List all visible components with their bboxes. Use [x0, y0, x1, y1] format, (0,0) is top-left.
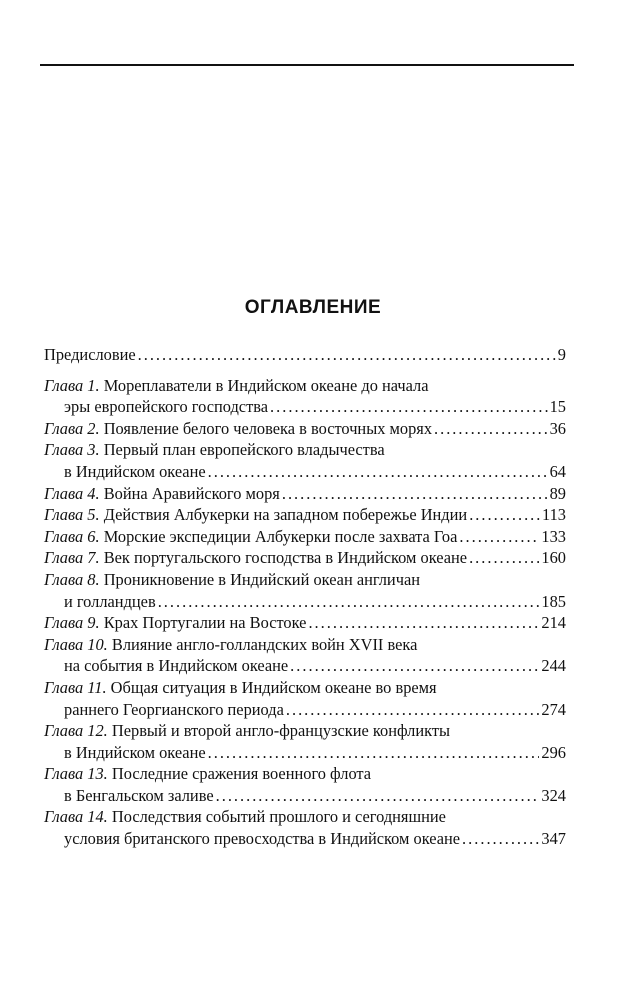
chapter-title-text: Война Аравийского моря [103, 483, 280, 503]
chapter-title-text: раннего Георгианского периода [64, 699, 284, 719]
dot-leader [286, 699, 540, 721]
chapter-label: Глава 5. [44, 505, 100, 525]
toc-entry-chapter-2 [44, 418, 566, 440]
toc-entry-text [44, 440, 385, 459]
toc-entry-line [44, 634, 566, 656]
toc-entry-last-line [44, 742, 566, 764]
page-number: 15 [549, 397, 566, 417]
chapter-label: Глава 12. [44, 721, 108, 741]
page-number: 324 [541, 785, 566, 805]
page-number: 185 [541, 591, 566, 611]
chapter-title-text: Предисловие [44, 345, 136, 364]
toc-entry-preface [44, 344, 566, 366]
chapter-label: Глава 1. [44, 375, 100, 395]
toc-entry-text [44, 418, 432, 440]
chapter-label: Глава 8. [44, 569, 100, 589]
toc-entry-chapter-5 [44, 504, 566, 526]
toc-entry-line [44, 720, 566, 742]
dot-leader [282, 483, 548, 505]
chapter-title-text: в Бенгальском заливе [64, 785, 214, 805]
toc-entry-text [44, 570, 420, 589]
toc-entry-last-line [44, 785, 566, 807]
toc-entry-line [44, 569, 566, 591]
toc-entry-chapter-14 [44, 806, 566, 849]
toc-entry-last-line [44, 483, 566, 505]
toc-entry-last-line [44, 418, 566, 440]
toc-entry-text [64, 396, 268, 418]
toc-entry-last-line [44, 526, 566, 548]
chapter-label: Глава 13. [44, 764, 108, 784]
toc-entry-text [44, 547, 467, 569]
chapter-title-text: и голландцев [64, 591, 156, 611]
chapter-title-text: Крах Португалии на Востоке [103, 613, 307, 633]
toc-entry-line [44, 439, 566, 461]
toc-entry-text [44, 612, 306, 634]
chapter-title-text: Общая ситуация в Индийском океане во время [110, 677, 437, 697]
chapter-title-text: условия британского превосходства в Индийском океане [64, 829, 461, 849]
chapter-title-text: Морские экспедиции Албукерки после захвата Гоа [103, 526, 458, 546]
chapter-title-text: Мореплаватели в Индийском океане до начала [103, 375, 429, 395]
chapter-label: Глава 3. [44, 440, 100, 460]
top-rule [40, 64, 574, 66]
toc-entry-last-line [44, 699, 566, 721]
dot-leader [208, 461, 548, 483]
toc-entry-line [44, 763, 566, 785]
chapter-title-text: Первый и второй англо-французские конфликты [111, 721, 451, 741]
page-number: 64 [549, 461, 566, 481]
toc-entry-chapter-4 [44, 483, 566, 505]
toc-entry-line [44, 806, 566, 828]
chapter-label: Глава 6. [44, 526, 100, 546]
toc-entry-last-line [44, 828, 566, 850]
toc-entry-last-line [44, 344, 566, 366]
chapter-label: Глава 10. [44, 634, 108, 654]
page-number: 160 [541, 548, 566, 568]
toc-entry-last-line [44, 547, 566, 569]
chapter-title-text: Появление белого человека в восточных морях [103, 418, 433, 438]
toc-entry-text [44, 504, 467, 526]
toc-entry-last-line [44, 591, 566, 613]
toc-entry-text [44, 764, 371, 783]
dot-leader [158, 591, 540, 613]
chapter-title-text: на события в Индийском океане [64, 656, 289, 676]
page-number: 274 [541, 699, 566, 719]
chapter-label: Глава 4. [44, 483, 100, 503]
page-number: 347 [541, 829, 566, 849]
toc-entry-text [44, 526, 457, 548]
chapter-title-text: Первый план европейского владычества [103, 440, 385, 460]
toc-entry-text [64, 828, 460, 850]
dot-leader [434, 418, 548, 440]
chapter-label: Глава 11. [44, 677, 107, 697]
page-number: 89 [549, 483, 566, 503]
page-number: 214 [541, 613, 566, 633]
dot-leader [469, 504, 540, 526]
page-number: 244 [541, 656, 566, 676]
toc-entry-chapter-10 [44, 634, 566, 677]
toc-entry-chapter-7 [44, 547, 566, 569]
dot-leader [138, 344, 556, 366]
chapter-label: Глава 9. [44, 613, 100, 633]
table-of-contents [44, 344, 566, 850]
chapter-title-text: Последствия событий прошлого и сегодняшние [111, 807, 446, 827]
chapter-title-text: Влияние англо-голландских войн XVII века [111, 634, 418, 654]
chapter-title-text: Проникновение в Индийский океан англичан [103, 569, 420, 589]
toc-entry-text [64, 591, 156, 613]
dot-leader [270, 396, 548, 418]
chapter-title-text: Действия Албукерки на западном побережье Индии [103, 505, 468, 525]
page-number: 36 [549, 418, 566, 438]
page-number: 296 [541, 742, 566, 762]
toc-entry-text [64, 742, 206, 764]
chapter-title-text: Век португальского господства в Индийском океане [103, 548, 468, 568]
toc-entry-line [44, 375, 566, 397]
toc-entry-text [44, 721, 450, 740]
toc-entry-last-line [44, 504, 566, 526]
toc-entry-text [44, 376, 429, 395]
toc-entry-chapter-8 [44, 569, 566, 612]
toc-entry-text [64, 461, 206, 483]
toc-entry-last-line [44, 396, 566, 418]
toc-entry-last-line [44, 612, 566, 634]
dot-leader [462, 828, 539, 850]
toc-entry-chapter-3 [44, 439, 566, 482]
chapter-title-text: в Индийском океане [64, 742, 206, 762]
chapter-label: Глава 7. [44, 548, 100, 568]
chapter-label: Глава 14. [44, 807, 108, 827]
page-number: 113 [542, 505, 566, 525]
dot-leader [469, 547, 539, 569]
dot-leader [216, 785, 540, 807]
toc-entry-chapter-12 [44, 720, 566, 763]
toc-entry-text [44, 635, 417, 654]
toc-entry-chapter-9 [44, 612, 566, 634]
page-number: 133 [541, 526, 566, 546]
toc-entry-chapter-13 [44, 763, 566, 806]
toc-entry-text [64, 785, 214, 807]
toc-entry-chapter-11 [44, 677, 566, 720]
dot-leader [308, 612, 539, 634]
toc-entry-last-line [44, 655, 566, 677]
toc-entry-last-line [44, 461, 566, 483]
toc-entry-text [44, 807, 446, 826]
page-number: 9 [557, 345, 566, 364]
toc-entry-text [44, 483, 280, 505]
toc-entry-line [44, 677, 566, 699]
toc-entry-text [44, 678, 437, 697]
dot-leader [459, 526, 539, 548]
chapter-title-text: в Индийском океане [64, 461, 206, 481]
chapter-label: Глава 2. [44, 418, 100, 438]
dot-leader [208, 742, 540, 764]
toc-entry-text [64, 655, 288, 677]
dot-leader [290, 655, 539, 677]
toc-entry-text [64, 699, 284, 721]
chapter-title-text: эры европейского господства [64, 397, 269, 417]
toc-entry-chapter-6 [44, 526, 566, 548]
chapter-title-text: Последние сражения военного флота [111, 764, 372, 784]
page-title: ОГЛАВЛЕНИЕ [244, 297, 382, 318]
toc-entry-chapter-1 [44, 375, 566, 418]
toc-entry-text [44, 344, 136, 366]
